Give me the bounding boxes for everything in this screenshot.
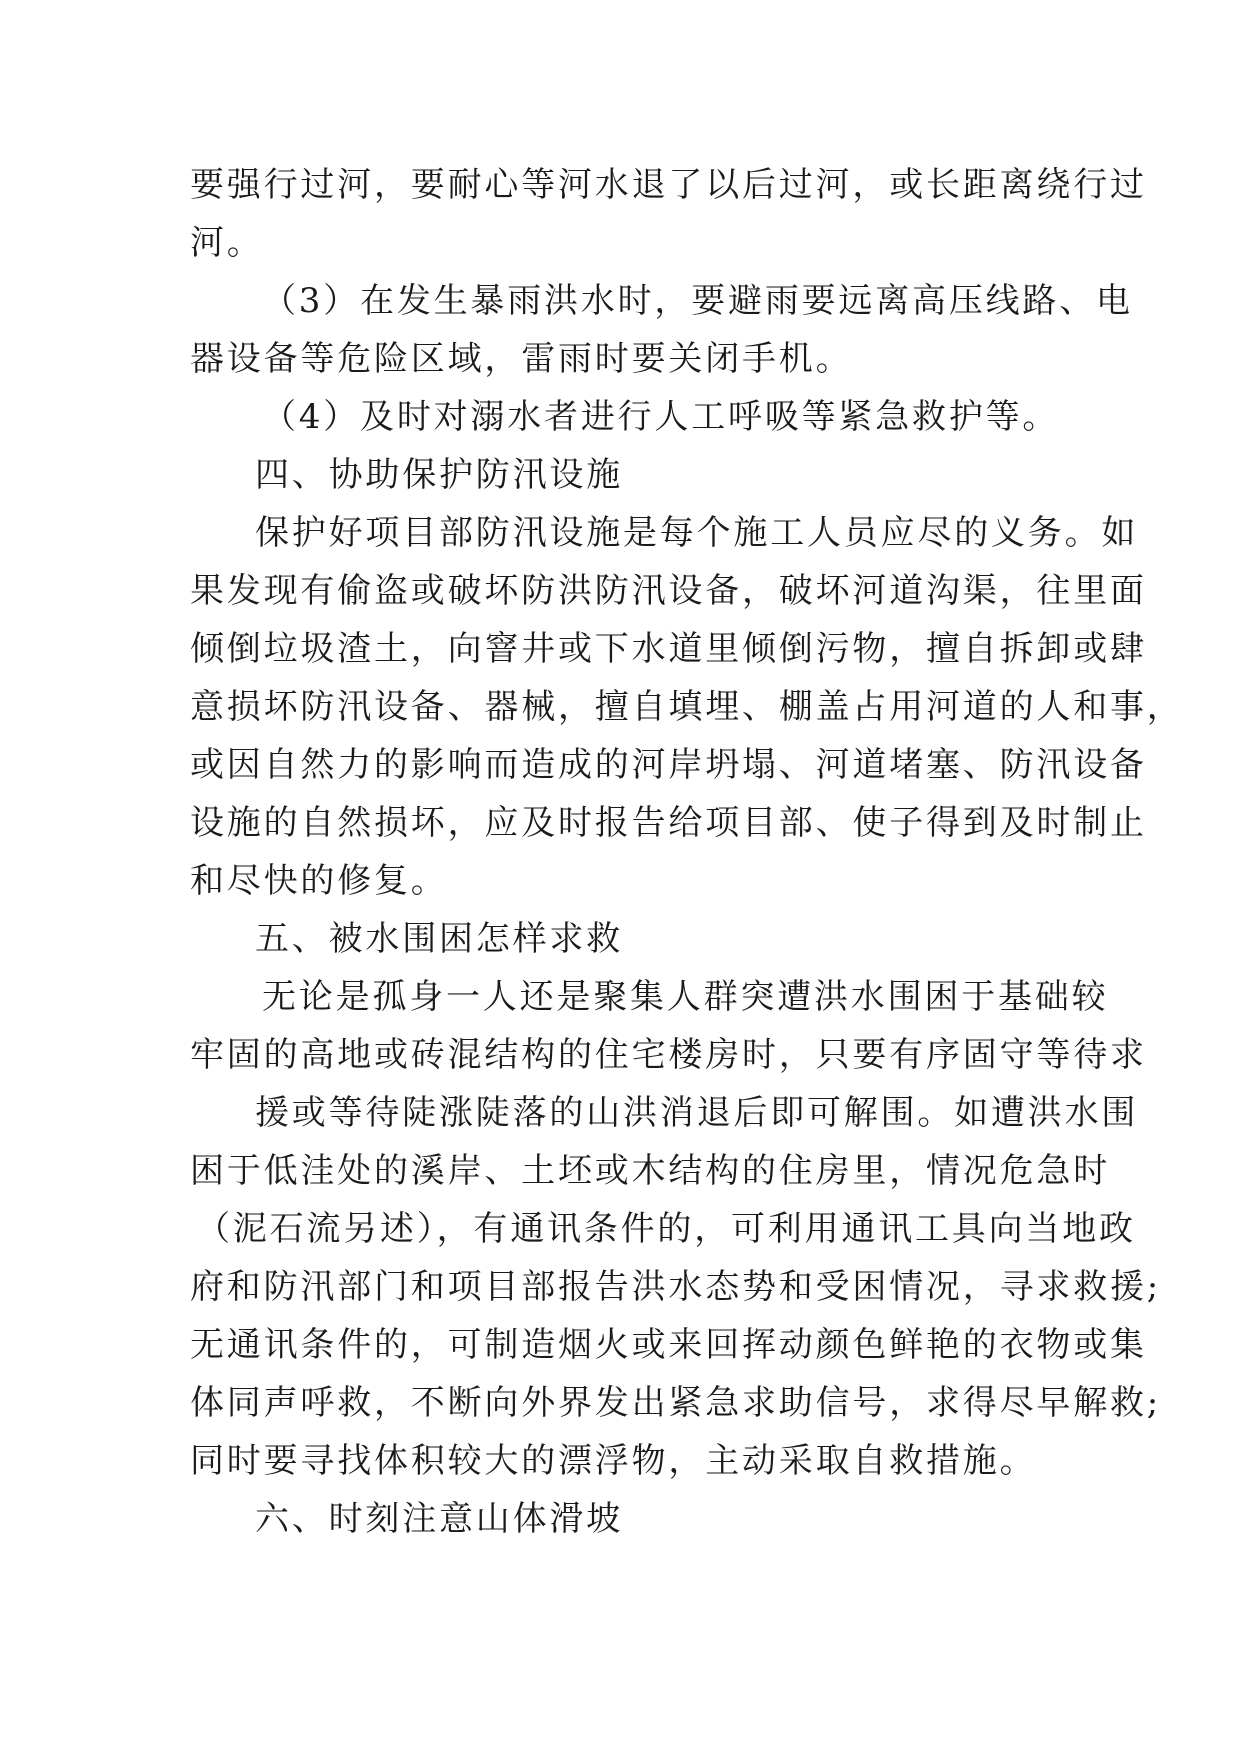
paragraph-line: 果发现有偷盗或破坏防洪防汛设备，破坏河道沟渠，往里面 (190, 571, 1147, 611)
section-heading-4: 四、协助保护防汛设施 (255, 455, 623, 495)
paragraph-line: 倾倒垃圾渣土，向窨井或下水道里倾倒污物，擅自拆卸或肆 (190, 629, 1147, 669)
paragraph-line: （泥石流另述），有通讯条件的，可利用通讯工具向当地政 (196, 1209, 1136, 1249)
paragraph-line: 府和防汛部门和项目部报告洪水态势和受困情况，寻求救援; (190, 1267, 1162, 1307)
paragraph-line: 牢固的高地或砖混结构的住宅楼房时，只要有序固守等待求 (190, 1035, 1147, 1075)
paragraph-line: 保护好项目部防汛设施是每个施工人员应尽的义务。如 (255, 513, 1139, 553)
paragraph-line: 体同声呼救，不断向外界发出紧急求助信号，求得尽早解救; (190, 1383, 1162, 1423)
section-heading-5: 五、被水围困怎样求救 (255, 919, 623, 959)
paragraph-line: 意损坏防汛设备、器械，擅自填埋、棚盖占用河道的人和事， (190, 687, 1184, 727)
paragraph-line: 要强行过河，要耐心等河水退了以后过河，或长距离绕行过 (190, 165, 1147, 205)
paragraph-line: 援或等待陡涨陡落的山洪消退后即可解围。如遭洪水围 (255, 1093, 1139, 1133)
paragraph-line: 或因自然力的影响而造成的河岸坍塌、河道堵塞、防汛设备 (190, 745, 1147, 785)
paragraph-line: 器设备等危险区域，雷雨时要关闭手机。 (190, 339, 853, 379)
paragraph-line: 河。 (190, 223, 264, 263)
paragraph-line: 无论是孤身一人还是聚集人群突遭洪水围困于基础较 (262, 977, 1109, 1017)
paragraph-line: 同时要寻找体积较大的漂浮物，主动采取自救措施。 (190, 1441, 1037, 1481)
paragraph-line: 困于低洼处的溪岸、土坯或木结构的住房里，情况危急时 (190, 1151, 1110, 1191)
list-item-3-line: （3）在发生暴雨洪水时，要避雨要远离高压线路、电 (262, 281, 1133, 321)
paragraph-line: 设施的自然损坏，应及时报告给项目部、使子得到及时制止 (190, 803, 1147, 843)
paragraph-line: 和尽快的修复。 (190, 861, 448, 901)
paragraph-line: 无通讯条件的，可制造烟火或来回挥动颜色鲜艳的衣物或集 (190, 1325, 1147, 1365)
list-item-4-line: （4）及时对溺水者进行人工呼吸等紧急救护等。 (262, 397, 1060, 437)
section-heading-6: 六、时刻注意山体滑坡 (255, 1499, 623, 1539)
